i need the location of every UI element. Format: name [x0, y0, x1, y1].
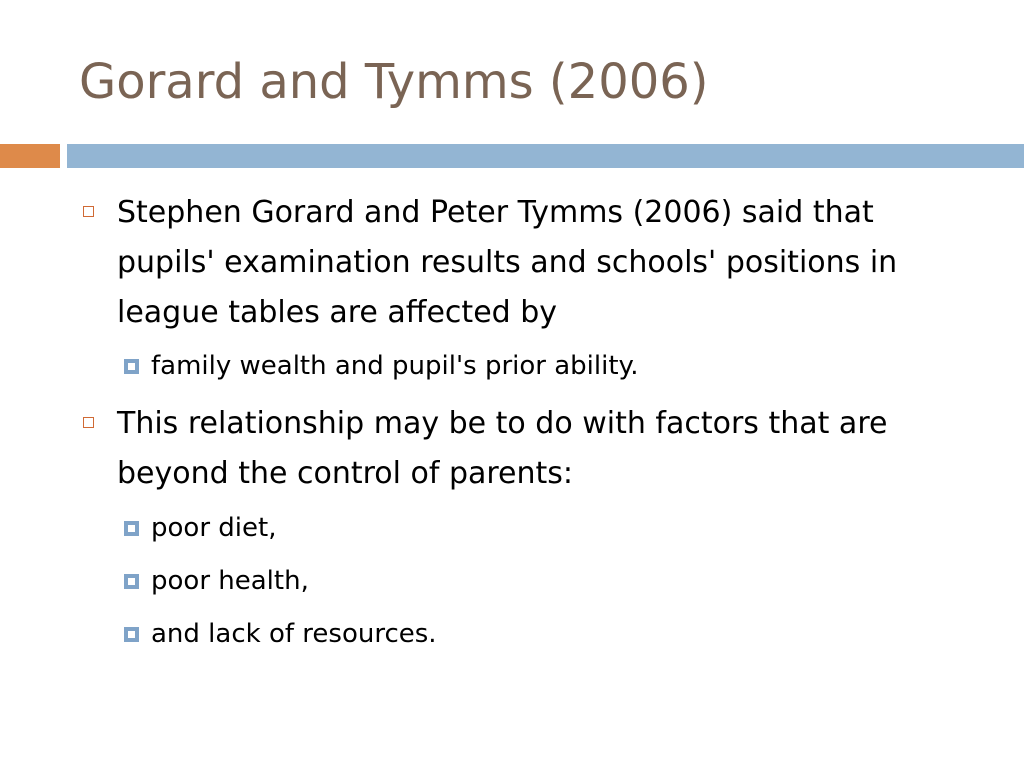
hollow-square-icon	[83, 417, 94, 428]
bullet-item	[117, 399, 977, 499]
sub-bullet-item	[151, 614, 971, 654]
filled-square-icon	[124, 359, 139, 374]
bullet-item	[117, 188, 977, 338]
sub-bullet-text: and lack of resources.	[151, 619, 437, 649]
sub-bullet-item	[151, 561, 971, 601]
sub-bullet-text: poor health,	[151, 566, 309, 596]
filled-square-icon	[124, 574, 139, 589]
sub-bullet-item	[151, 508, 971, 548]
bullet-text: This relationship may be to do with factors that are beyond the control of parents:	[117, 406, 888, 491]
bullet-text: Stephen Gorard and Peter Tymms (2006) said that pupils' examination results and schools' positions in league tables are affected by	[117, 195, 898, 330]
filled-square-icon	[124, 521, 139, 536]
slide-title: Gorard and Tymms (2006)	[79, 54, 709, 110]
sub-bullet-text: family wealth and pupil's prior ability.	[151, 351, 639, 381]
sub-bullet-text: poor diet,	[151, 513, 277, 543]
filled-square-icon	[124, 627, 139, 642]
hollow-square-icon	[83, 206, 94, 217]
sub-bullet-item	[151, 346, 971, 386]
